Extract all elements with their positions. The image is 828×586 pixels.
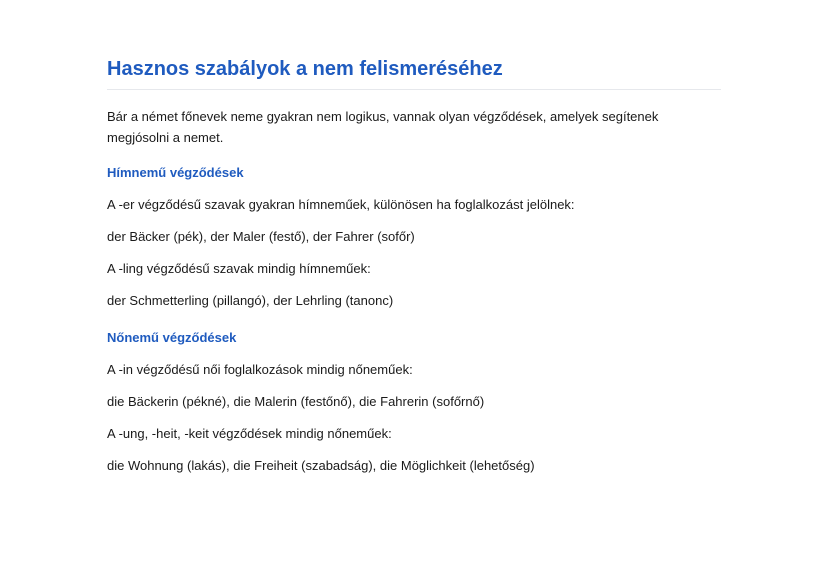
intro-paragraph: Bár a német főnevek neme gyakran nem logikus, vannak olyan végződések, amelyek segítenek megjósolni a nemet. <box>107 109 659 145</box>
example-text: der Bäcker (pék), der Maler (festő), der Fahrer (sofőr) <box>107 229 415 244</box>
example-text: die Bäckerin (pékné), die Malerin (festőnő), die Fahrerin (sofőrnő) <box>107 394 485 409</box>
rule-text: A -ling végződésű szavak mindig hímneműek: <box>107 261 371 276</box>
section-masculine <box>107 164 721 310</box>
section-feminine <box>107 329 721 475</box>
page-title: Hasznos szabályok a nem felismeréséhez <box>107 58 503 80</box>
rule-text: A -in végződésű női foglalkozások mindig nőneműek: <box>107 362 413 377</box>
rule-text: A -ung, -heit, -keit végződések mindig nőneműek: <box>107 426 392 441</box>
section-heading: Nőnemű végződések <box>107 330 237 345</box>
title-divider <box>107 89 721 90</box>
rule-text: A -er végződésű szavak gyakran hímneműek, különösen ha foglalkozást jelölnek: <box>107 197 575 212</box>
example-text: der Schmetterling (pillangó), der Lehrling (tanonc) <box>107 293 394 308</box>
example-text: die Wohnung (lakás), die Freiheit (szabadság), die Möglichkeit (lehetőség) <box>107 458 535 473</box>
section-heading: Hímnemű végződések <box>107 165 244 180</box>
